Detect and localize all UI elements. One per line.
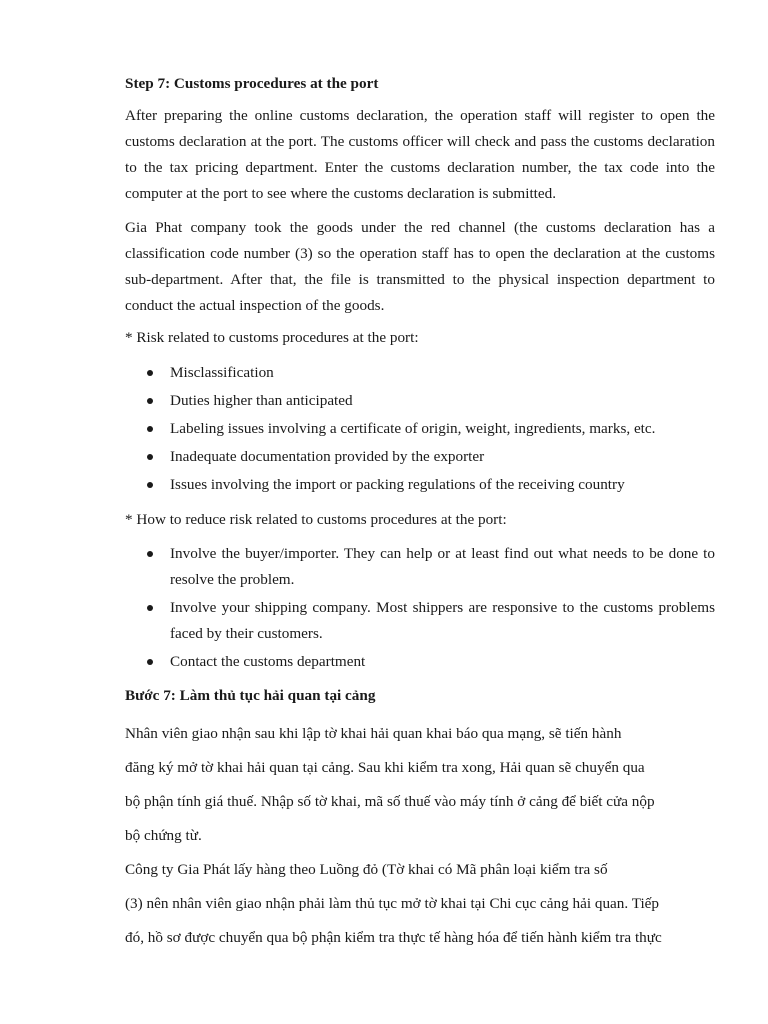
reduce-risk-label: * How to reduce risk related to customs procedures at the port:	[125, 511, 507, 528]
bullet-icon	[147, 482, 153, 488]
document-content	[125, 73, 715, 955]
vietnamese-line: Nhân viên giao nhận sau khi lập tờ khai hải quan khai báo qua mạng, sẽ tiến hành	[125, 725, 622, 742]
step7-heading: Step 7: Customs procedures at the port	[125, 75, 379, 92]
vietnamese-line: đăng ký mở tờ khai hải quan tại cảng. Sau khi kiểm tra xong, Hải quan sẽ chuyển qua	[125, 759, 645, 776]
bullet-icon	[147, 605, 153, 611]
list-item: Contact the customs department	[125, 649, 715, 675]
bullet-icon	[147, 551, 153, 557]
reduce-risk-list	[125, 541, 715, 675]
bullet-icon	[147, 370, 153, 376]
vietnamese-line: bộ chứng từ.	[125, 827, 202, 844]
list-item: Involve the buyer/importer. They can help or at least find out what needs to be done to resolve the problem.	[125, 541, 715, 593]
paragraph-online-declaration: After preparing the online customs declaration, the operation staff will register to open the customs declaration at the port. The customs officer will check and pass the customs declaration to the tax pricing department. Enter the customs declaration number, the tax code into the computer at the port to see where the customs declaration is submitted.	[125, 107, 715, 202]
list-item: Misclassification	[125, 359, 715, 387]
list-item: Inadequate documentation provided by the exporter	[125, 443, 715, 471]
vietnamese-line: bộ phận tính giá thuế. Nhập số tờ khai, mã số thuế vào máy tính ở cảng để biết cửa nộp	[125, 793, 655, 810]
list-item: Issues involving the import or packing regulations of the receiving country	[125, 471, 715, 499]
bullet-icon	[147, 454, 153, 460]
bullet-icon	[147, 398, 153, 404]
bullet-icon	[147, 426, 153, 432]
vietnamese-line: (3) nên nhân viên giao nhận phải làm thủ tục mở tờ khai tại Chi cục cảng hải quan. Tiếp	[125, 895, 660, 912]
bullet-icon	[147, 659, 153, 665]
vietnamese-line: đó, hồ sơ được chuyển qua bộ phận kiểm tra thực tế hàng hóa để tiến hành kiểm tra thực	[125, 929, 662, 946]
vietnamese-line: Công ty Gia Phát lấy hàng theo Luồng đỏ (Tờ khai có Mã phân loại kiểm tra số	[125, 861, 608, 878]
paragraph-red-channel: Gia Phat company took the goods under the red channel (the customs declaration has a classification code number (3) so the operation staff has to open the declaration at the customs sub-department. After that, the file is transmitted to the physical inspection department to conduct the actual inspection of the goods.	[125, 219, 715, 314]
list-item: Duties higher than anticipated	[125, 387, 715, 415]
list-item: Labeling issues involving a certificate of origin, weight, ingredients, marks, etc.	[125, 415, 715, 443]
step7-heading-vietnamese: Bước 7: Làm thủ tục hải quan tại cảng	[125, 687, 376, 704]
list-item: Involve your shipping company. Most shippers are responsive to the customs problems faced by their customers.	[125, 595, 715, 647]
risk-label: * Risk related to customs procedures at the port:	[125, 329, 419, 346]
risk-list	[125, 359, 715, 499]
